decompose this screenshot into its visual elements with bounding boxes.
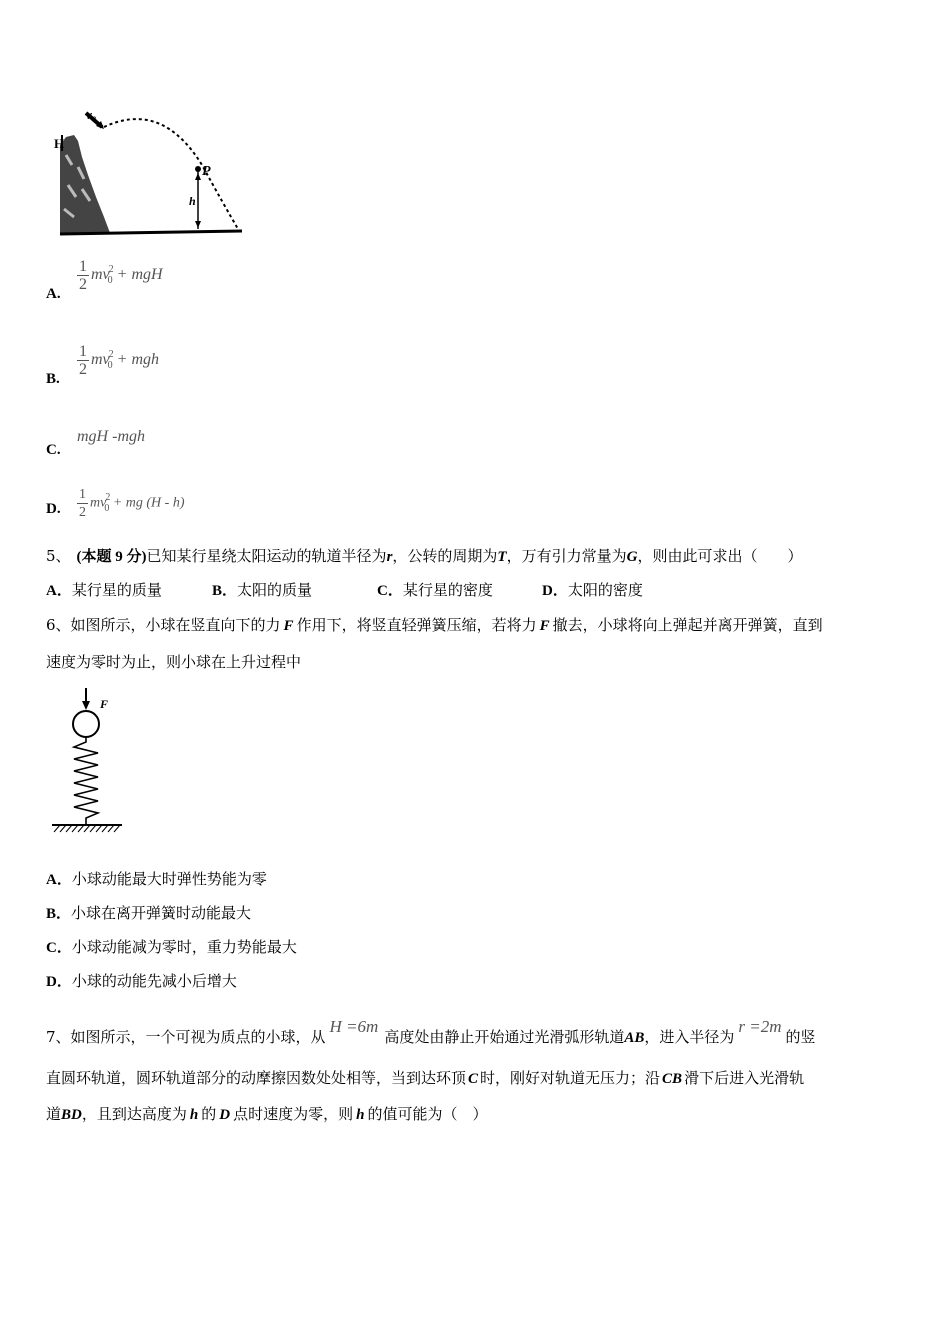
q6-option-d[interactable]: D．小球的动能先减小后增大 — [46, 972, 237, 990]
v0-label: v₀ — [86, 107, 97, 122]
H-label: H — [54, 136, 65, 151]
q6-stem-line1: 6、如图所示，小球在竖直向下的力 F 作用下，将竖直轻弹簧压缩，若将力 F 撤去，小球将向上弹起并离开弹簧，直到 — [46, 616, 823, 634]
option-label: B. — [46, 371, 60, 387]
q7-stem-line2: 直圆环轨道，圆环轨道部分的动摩擦因数处处相等，当到达环顶 C 时，刚好对轨道无压力；沿 CB 滑下后进入光滑轨 — [46, 1069, 805, 1087]
F-label: F — [100, 697, 109, 711]
q6-option-c[interactable]: C．小球动能减为零时，重力势能最大 — [46, 938, 297, 956]
h-label: h — [189, 194, 196, 208]
q6-option-a[interactable]: A．小球动能最大时弹性势能为零 — [46, 870, 267, 888]
option-label: A. — [46, 286, 61, 302]
q7-stem-line1: 7、如图所示，一个可视为质点的小球，从H =6m高度处由静止开始通过光滑弧形轨道AB，进入半径为r =2m的竖 — [46, 1017, 816, 1046]
ball — [73, 711, 99, 737]
q6-option-b[interactable]: B．小球在离开弹簧时动能最大 — [46, 904, 252, 922]
option-label: D. — [46, 501, 61, 517]
trajectory — [104, 119, 238, 229]
r-expr: r =2m — [738, 1017, 782, 1036]
projectile-figure — [52, 105, 248, 240]
option-label: C. — [46, 442, 61, 458]
spring-figure — [46, 686, 126, 838]
option-expr: $\frac{1}{2}$ $mv^2_0$ + mgh — [79, 343, 160, 378]
P-label: P — [202, 164, 211, 179]
q5-option-a[interactable]: A．某行星的质量 — [46, 581, 162, 599]
H-expr: H =6m — [329, 1017, 379, 1036]
q5-option-c[interactable]: C．某行星的密度 — [377, 581, 493, 599]
spring — [74, 737, 98, 824]
option-expr: mgH -mgh — [77, 428, 145, 445]
option-expr: $\frac{1}{2}$ $mv^2_0$ + mg (H - h) — [79, 487, 185, 520]
q6-stem-line2: 速度为零时为止，则小球在上升过程中 — [46, 653, 302, 671]
q5-option-d[interactable]: D．太阳的密度 — [542, 581, 643, 599]
q5-stem: 5、 (本题 9 分)已知某行星绕太阳运动的轨道半径为r，公转的周期为T，万有引力常量为G，则由此可求出（ ） — [46, 547, 803, 565]
q7-stem-line3: 道BD，且到达高度为 h 的 D 点时速度为零，则 h 的值可能为（ ） — [46, 1105, 488, 1123]
option-expr: $\frac{1}{2}$ $mv^2_0$ + mgH — [79, 258, 163, 293]
q5-option-b[interactable]: B．太阳的质量 — [212, 581, 313, 599]
